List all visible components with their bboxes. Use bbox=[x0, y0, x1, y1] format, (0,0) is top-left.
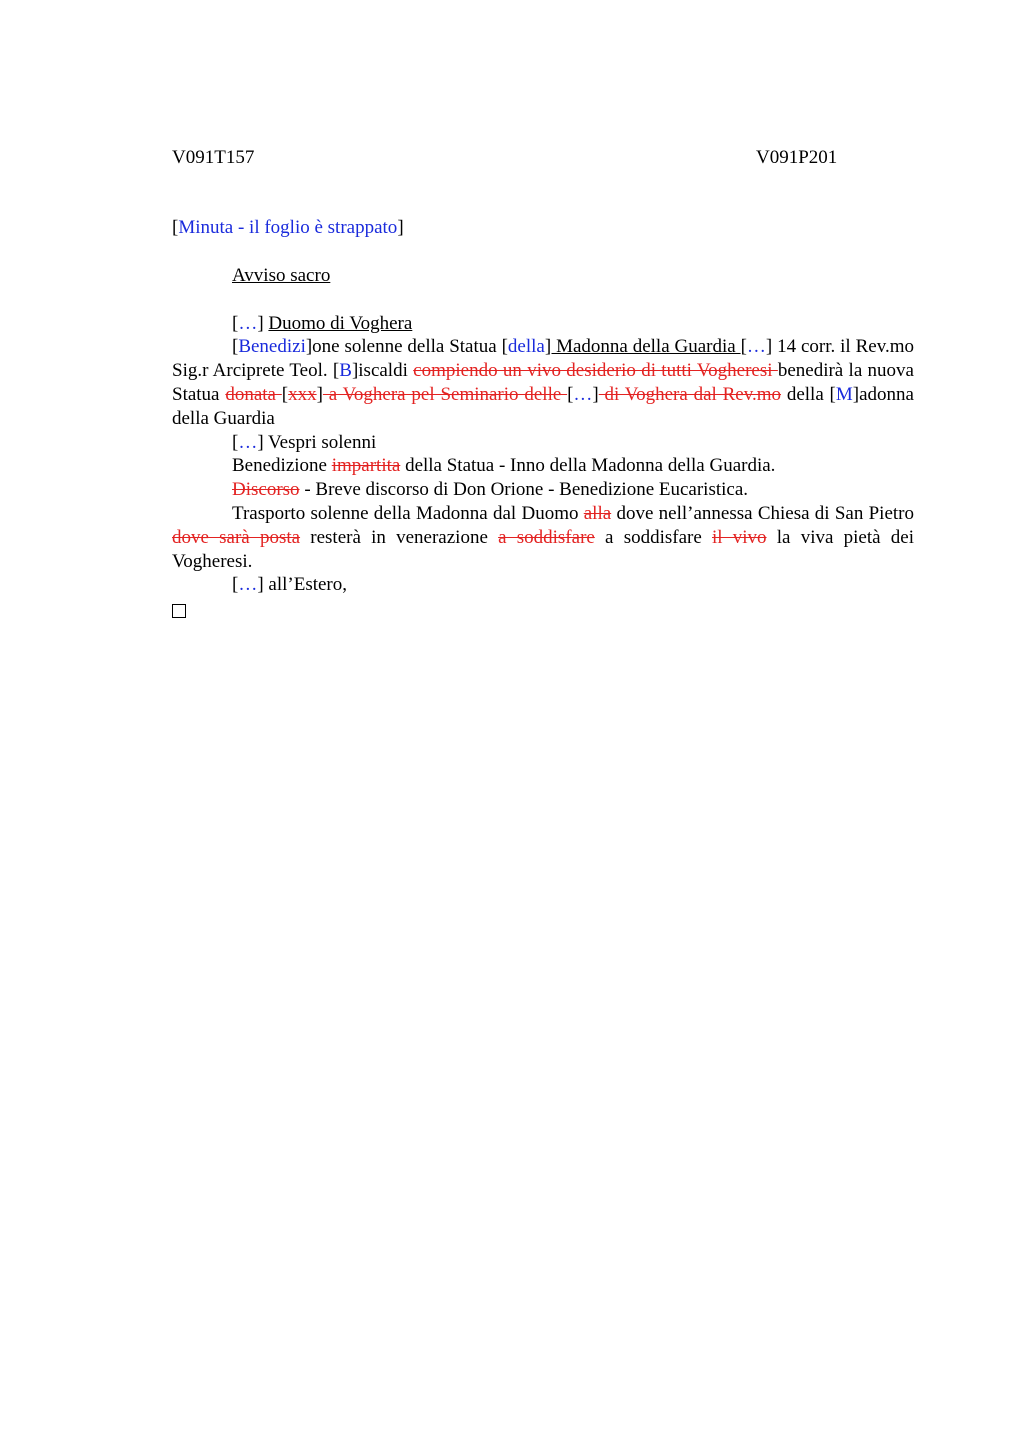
bracket: [ bbox=[172, 217, 179, 238]
text-run: ]iscaldi bbox=[351, 360, 414, 382]
bracket: ] bbox=[257, 312, 269, 334]
text-run: ]adonna della Guardia bbox=[172, 383, 914, 429]
text-run: Benedizione bbox=[232, 455, 332, 477]
document-body bbox=[172, 216, 914, 621]
text-run: Trasporto solenne della Madonna dal Duomo bbox=[232, 502, 584, 524]
editorial-insert: B bbox=[339, 360, 352, 382]
paragraph-trasporto bbox=[172, 502, 914, 573]
editorial-insert: Benedizi bbox=[238, 336, 306, 358]
text-run: a soddisfare bbox=[594, 526, 712, 548]
bracket: ] bbox=[592, 383, 599, 405]
deleted-text: xxx bbox=[288, 383, 317, 405]
deleted-text: di Voghera dal Rev.mo bbox=[598, 383, 782, 405]
bracket: ] bbox=[316, 383, 323, 405]
bracket: [ bbox=[567, 383, 574, 405]
deleted-text: dove sarà posta bbox=[172, 526, 301, 548]
text-run: ]one solenne della Statua [ bbox=[305, 336, 508, 358]
text-run: la viva pietà dei Vogheresi. bbox=[172, 526, 914, 572]
paragraph-estero bbox=[172, 573, 914, 597]
editorial-insert: della bbox=[507, 336, 545, 358]
paragraph-discorso bbox=[172, 478, 914, 502]
text-run: benedirà la nuova Statua bbox=[172, 360, 914, 405]
deleted-text: impartita bbox=[331, 455, 401, 477]
editorial-insert: M bbox=[835, 383, 853, 405]
deleted-text: donata bbox=[225, 383, 282, 405]
bracket: [ bbox=[281, 383, 289, 405]
bracket: [ bbox=[232, 431, 239, 453]
checkbox-square-icon bbox=[172, 604, 186, 618]
editorial-ellipsis: … bbox=[238, 574, 258, 596]
deleted-text: a soddisfare bbox=[498, 526, 595, 548]
editorial-note bbox=[172, 216, 914, 240]
text-run: della Statua - Inno della Madonna della Guardia. bbox=[400, 455, 776, 477]
editorial-ellipsis: … bbox=[238, 431, 258, 453]
editorial-note-text: Minuta - il foglio è strappato bbox=[178, 217, 398, 238]
deleted-text: Discorso bbox=[232, 479, 300, 501]
title-text: Avviso sacro bbox=[232, 264, 331, 286]
text-run: ] all’Estero, bbox=[257, 574, 348, 596]
editorial-ellipsis: … bbox=[238, 312, 258, 334]
deleted-text: a Voghera pel Seminario delle bbox=[322, 383, 568, 405]
text-run: ] 14 corr. il Rev.mo Sig.r Arciprete Teol. [ bbox=[172, 336, 914, 382]
location-heading: Duomo di Voghera bbox=[268, 312, 413, 334]
editorial-ellipsis: … bbox=[746, 336, 766, 358]
paragraph-benedizione bbox=[172, 335, 914, 430]
text-run: dove nell’annessa Chiesa di San Pietro bbox=[611, 502, 915, 524]
text-run: resterà in venerazione bbox=[300, 526, 499, 548]
document-code-left: V091T157 bbox=[172, 147, 255, 168]
bracket: ] bbox=[397, 217, 404, 238]
bracket: [ bbox=[740, 336, 747, 358]
underlined-text: ] Madonna della Guardia bbox=[544, 336, 741, 358]
text-run: della [ bbox=[781, 383, 836, 405]
paragraph-benedizione-statua bbox=[172, 454, 914, 478]
text-run: [ bbox=[232, 336, 239, 358]
deleted-text: alla bbox=[583, 502, 612, 524]
text-run: ] Vespri solenni bbox=[257, 431, 377, 453]
paragraph-duomo bbox=[172, 312, 914, 336]
text-run: - Breve discorso di Don Orione - Benedizione Eucaristica. bbox=[299, 479, 749, 501]
bracket: [ bbox=[232, 312, 239, 334]
document-title bbox=[172, 264, 914, 288]
bracket: [ bbox=[232, 574, 239, 596]
end-mark bbox=[172, 597, 914, 621]
deleted-text: compiendo un vivo desiderio di tutti Vogheresi bbox=[413, 360, 778, 382]
deleted-text: il vivo bbox=[712, 526, 767, 548]
editorial-ellipsis: … bbox=[573, 383, 593, 405]
paragraph-vespri bbox=[172, 431, 914, 455]
document-code-right: V091P201 bbox=[756, 147, 838, 168]
